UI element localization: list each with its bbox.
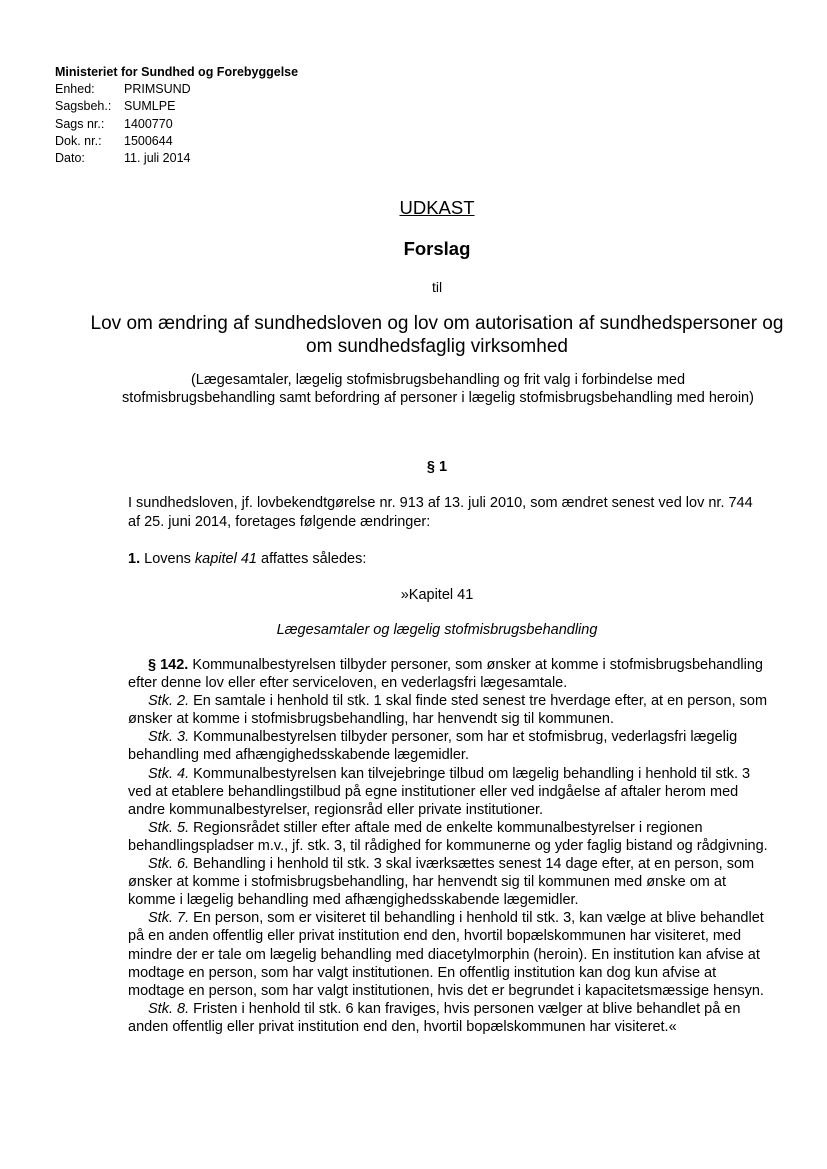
meta-value: SUMLPE — [124, 99, 176, 114]
stk-7 — [128, 909, 768, 999]
meta-label: Sags nr.: — [55, 116, 105, 131]
stk-label: Stk. 4. — [148, 765, 190, 782]
stk-label: Stk. 6. — [148, 856, 190, 873]
law-title: Lov om ændring af sundhedsloven og lov om autorisation af sundhedspersoner og om sundhedsfaglig virksomhed — [90, 313, 784, 357]
meta-row-caseworker — [55, 98, 298, 115]
stk-label: Stk. 5. — [148, 819, 190, 836]
item-text-pre: Lovens — [144, 551, 191, 567]
amendment-item-1 — [128, 550, 768, 569]
draft-label: UDKAST — [399, 197, 475, 218]
item-text-post: affattes således: — [261, 551, 367, 567]
chapter-heading: »Kapitel 41 — [400, 587, 474, 603]
stk-text: Fristen i henhold til stk. 6 kan fraviges, hvis personen vælger at blive behandlet på en anden offentlig eller privat institution end den, hvortil bopælskommunen har visiteret.« — [128, 1000, 741, 1035]
meta-row-document-number — [55, 133, 298, 150]
stk-3 — [128, 728, 768, 764]
meta-row-unit — [55, 81, 298, 98]
stk-label: Stk. 2. — [148, 693, 190, 710]
stk-text: Kommunalbestyrelsen tilbyder personer, som har et stofmisbrug, vederlagsfri lægelig behandling med afhængighedsskabende lægemidler. — [128, 729, 738, 764]
item-text-emphasis: kapitel 41 — [194, 551, 257, 567]
meta-row-date — [55, 150, 298, 167]
law-subtitle: (Lægesamtaler, lægelig stofmisbrugsbehandling og frit valg i forbindelse med stofmisbrugsbehandling samt befordring af personer i lægelig stofmisbrugsbehandling med heroin) — [122, 372, 754, 406]
stk-4 — [128, 765, 768, 819]
stk-text: En person, som er visiteret til behandling i henhold til stk. 3, kan vælge at blive behandlet på en anden offentlig eller privat institution end den, hvortil bopælskommunen har visiteret, med mindre der er tale om lægelig behandling med diacetylmorphin (heroin). En institution kan afvise at modtage en person, som har valgt institutionen. En offentlig institution kan dog kun afvise at modtage en person, som har valgt institutionen, hvis det er begrundet i kapacitetsmæssige hensyn. — [128, 910, 764, 999]
stk-6 — [128, 855, 768, 909]
stk-text: Behandling i henhold til stk. 3 skal iværksættes senest 14 dage efter, at en person, som ønsker at komme i stofmisbrugsbehandling, har henvendt sig til kommunen med ønske om at komme i lægelig behandling med afhængighedsskabende lægemidler. — [128, 856, 755, 909]
meta-label: Dok. nr.: — [55, 133, 102, 148]
meta-label: Dato: — [55, 151, 85, 166]
stk-label: Stk. 8. — [148, 1000, 190, 1017]
proposal-heading: Forslag — [403, 238, 471, 259]
chapter-title: Lægesamtaler og lægelig stofmisbrugsbehandling — [276, 622, 598, 638]
ministry-name: Ministeriet for Sundhed og Forebyggelse — [55, 65, 299, 79]
meta-label: Sagsbeh.: — [55, 99, 112, 114]
section-heading: § 1 — [426, 459, 448, 475]
paragraph-text: Kommunalbestyrelsen tilbyder personer, som ønsker at komme i stofmisbrugsbehandling efter denne lov eller efter serviceloven, en vederlagsfri lægesamtale. — [128, 657, 763, 692]
paragraph-label: § 142. — [148, 657, 189, 673]
law-body — [128, 656, 768, 1036]
intro-paragraph: I sundhedsloven, jf. lovbekendtgørelse nr. 913 af 13. juli 2010, som ændret senest ved lov nr. 744 af 25. juni 2014, foretages følgende ændringer: — [128, 495, 753, 530]
stk-text: Regionsrådet stiller efter aftale med de enkelte kommunalbestyrelser i regionen behandlingspladser m.v., jf. stk. 3, til rådighed for kommunerne og yder faglig bistand og rådgivning. — [128, 819, 768, 854]
meta-value: 1400770 — [124, 116, 173, 131]
stk-label: Stk. 3. — [148, 729, 190, 746]
document-header — [55, 64, 298, 167]
stk-2 — [128, 692, 768, 728]
meta-row-case-number — [55, 116, 298, 133]
stk-text: En samtale i henhold til stk. 1 skal finde sted senest tre hverdage efter, at en person, som ønsker at komme i stofmisbrugsbehandling, har henvendt sig til kommunen. — [128, 693, 768, 728]
stk-label: Stk. 7. — [148, 910, 190, 927]
paragraph-142 — [128, 656, 768, 692]
item-number: 1. — [128, 551, 141, 567]
stk-5 — [128, 819, 768, 855]
stk-text: Kommunalbestyrelsen kan tilvejebringe tilbud om lægelig behandling i henhold til stk. 3 ved at etablere behandlingstilbud på egne institutioner eller ved indgåelse af aftaler herom med andre kommunalbestyrelser, regionsråd eller private institutioner. — [128, 765, 751, 818]
meta-value: 11. juli 2014 — [124, 151, 191, 166]
stk-8 — [128, 1000, 768, 1036]
meta-label: Enhed: — [55, 82, 95, 97]
til-text: til — [431, 279, 443, 295]
meta-value: 1500644 — [124, 133, 173, 148]
meta-value: PRIMSUND — [124, 82, 191, 97]
